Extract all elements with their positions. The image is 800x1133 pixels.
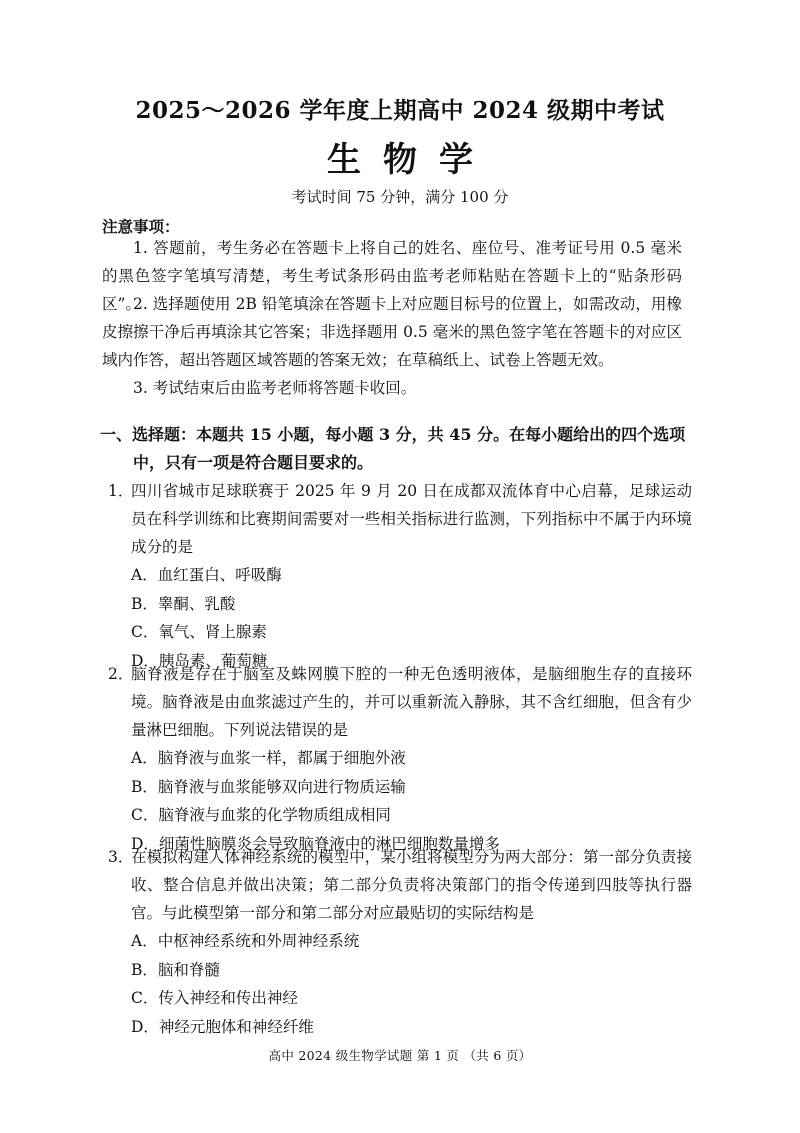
question-stem: [102, 477, 692, 561]
option-a: A．中枢神经系统和外周神经系统: [131, 932, 360, 950]
option-a: A．脑脊液与血浆一样，都属于细胞外液: [131, 749, 406, 767]
option-c: C．脑脊液与血浆的化学物质组成相同: [131, 806, 391, 824]
option-b: B．脑和脊髓: [131, 960, 220, 979]
notice-item: 2. 选择题使用 2B 铅笔填涂在答题卡上对应题目标号的位置上，如需改动，用橡皮擦擦干净后再填涂其它答案；非选择题用 0.5 毫米的黑色签字笔在答题卡的对应区域内作答，超出答题区域答题的答案无效；在草稿纸上、试卷上答题无效。: [102, 295, 682, 369]
question-text: 脑脊液是存在于脑室及蛛网膜下腔的一种无色透明液体，是脑细胞生存的直接环境。脑脊液是由血浆滤过产生的，并可以重新流入静脉，其不含红细胞，但含有少量淋巴细胞。下列说法错误的是: [131, 665, 692, 739]
question-text: 四川省城市足球联赛于 2025 年 9 月 20 日在成都双流体育中心启幕，足球运动员在科学训练和比赛期间需要对一些相关指标进行监测，下列指标中不属于内环境成分的是: [131, 482, 692, 556]
exam-info: 考试时间 75 分钟，满分 100 分: [291, 188, 509, 206]
option-b: B．脑脊液与血浆能够双向进行物质运输: [131, 777, 406, 796]
option-c: C．传入神经和传出神经: [131, 989, 298, 1007]
question-2: [102, 660, 692, 858]
section-heading: 一、选择题：本题共 15 小题，每小题 3 分，共 45 分。在每小题给出的四个选项中，只有一项是符合题目要求的。: [100, 425, 686, 472]
notice-item: 1. 答题前，考生务必在答题卡上将自己的姓名、座位号、准考证号用 0.5 毫米的黑色签字笔填写清楚，考生考试条形码由监考老师粘贴在答题卡上的“贴条形码区”。: [102, 239, 682, 313]
option-d: D．细菌性脑膜炎会导致脑脊液中的淋巴细胞数量增多: [131, 834, 500, 853]
page-footer: 高中 2024 级生物学试题 第 1 页 （共 6 页）: [268, 1048, 532, 1063]
question-3: [102, 843, 692, 1041]
notice-item: 3. 考试结束后由监考老师将答题卡收回。: [133, 379, 417, 397]
option-b: B．睾酮、乳酸: [131, 594, 236, 613]
notice-heading: 注意事项：: [102, 217, 180, 236]
question-number: 3．: [108, 848, 134, 866]
option-c: C．氧气、肾上腺素: [131, 623, 267, 641]
question-number: 1．: [108, 482, 134, 500]
question-1: [102, 477, 692, 675]
question-number: 2．: [108, 665, 134, 683]
subject-title: 生物学: [327, 140, 495, 180]
option-d: D．胰岛素、葡萄糖: [131, 651, 268, 670]
question-text: 在模拟构建人体神经系统的模型中，某小组将模型分为两大部分：第一部分负责接收、整合信息并做出决策；第二部分负责将决策部门的指令传递到四肢等执行器官。与此模型第一部分和第二部分对应最贴切的实际结构是: [131, 848, 692, 922]
option-d: D．神经元胞体和神经纤维: [131, 1017, 314, 1036]
question-stem: [102, 843, 692, 927]
option-a: A．血红蛋白、呼吸酶: [131, 566, 282, 584]
question-stem: [102, 660, 692, 744]
exam-title: 2025～2026 学年度上期高中 2024 级期中考试: [135, 97, 665, 124]
